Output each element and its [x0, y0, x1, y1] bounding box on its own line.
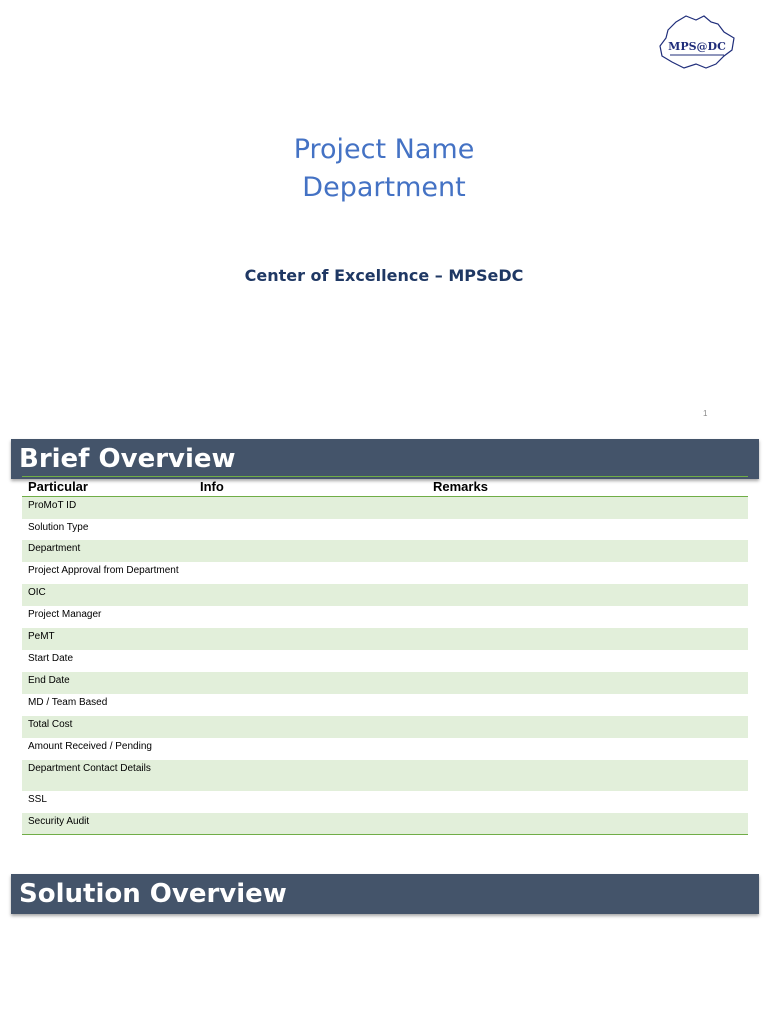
- department-title: Department: [302, 172, 466, 203]
- cell-particular: Project Manager: [28, 608, 102, 620]
- cell-info: [194, 813, 427, 835]
- cell-particular: Project Approval from Department: [28, 564, 179, 576]
- cell-remarks: [427, 540, 748, 562]
- cell-particular: Department: [22, 540, 194, 562]
- table-row: [22, 606, 748, 628]
- cell-particular: Start Date: [28, 652, 74, 664]
- table-row: [22, 813, 748, 835]
- cell-particular: Department Contact Details: [22, 760, 194, 791]
- brief-overview-table: [22, 476, 748, 835]
- cell-particular: ProMoT ID: [22, 497, 194, 519]
- cell-particular: MD / Team Based: [28, 696, 108, 708]
- column-header-particular: Particular: [22, 477, 194, 497]
- cell-particular: Solution Type: [28, 521, 89, 533]
- table-row: [22, 519, 748, 540]
- cell-info: [194, 497, 427, 519]
- table-row: [22, 562, 748, 584]
- cell-remarks: [427, 672, 748, 694]
- cell-info: [194, 672, 427, 694]
- cell-particular: Amount Received / Pending: [28, 740, 152, 752]
- slide-number: 1: [703, 409, 708, 418]
- cell-particular: SSL: [28, 793, 47, 805]
- cell-particular: Total Cost: [22, 716, 194, 738]
- column-header-info: Info: [194, 477, 427, 497]
- cell-info: [194, 716, 427, 738]
- table-row: [22, 540, 748, 562]
- mpsedc-logo: [656, 12, 738, 74]
- cell-remarks: [427, 694, 748, 716]
- table-row: [22, 738, 748, 760]
- table-row: [22, 584, 748, 606]
- cell-info: [194, 562, 427, 584]
- cell-info: [194, 584, 427, 606]
- cell-remarks: [427, 650, 748, 672]
- cell-info: [194, 606, 427, 628]
- table-row: [22, 716, 748, 738]
- cell-remarks: [427, 628, 748, 650]
- table-row: [22, 760, 748, 791]
- cell-info: [194, 628, 427, 650]
- cell-remarks: [427, 584, 748, 606]
- cell-remarks: [427, 497, 748, 519]
- table-row: [22, 694, 748, 716]
- cell-remarks: [427, 519, 748, 540]
- svg-text:MPS@DC: MPS@DC: [668, 40, 726, 53]
- cell-info: [194, 791, 427, 813]
- cell-info: [194, 540, 427, 562]
- cell-remarks: [427, 738, 748, 760]
- cell-info: [194, 760, 427, 791]
- brief-overview-heading: Brief Overview: [11, 439, 759, 479]
- cell-info: [194, 738, 427, 760]
- table-row: [22, 791, 748, 813]
- subtitle: Center of Excellence – MPSeDC: [244, 266, 524, 285]
- cell-remarks: [427, 606, 748, 628]
- cell-remarks: [427, 760, 748, 791]
- cell-remarks: [427, 791, 748, 813]
- cell-info: [194, 650, 427, 672]
- solution-overview-heading: Solution Overview: [11, 874, 759, 914]
- cell-particular: OIC: [22, 584, 194, 606]
- table-row: [22, 650, 748, 672]
- table-row: [22, 628, 748, 650]
- cell-remarks: [427, 562, 748, 584]
- cell-particular: Security Audit: [22, 813, 194, 835]
- cell-remarks: [427, 813, 748, 835]
- project-name-title: Project Name: [293, 134, 475, 165]
- cell-info: [194, 519, 427, 540]
- cell-remarks: [427, 716, 748, 738]
- title-slide: [0, 0, 768, 432]
- cell-particular: End Date: [22, 672, 194, 694]
- table-row: [22, 672, 748, 694]
- table-header-row: [22, 477, 748, 497]
- column-header-remarks: Remarks: [427, 477, 748, 497]
- table-row: [22, 497, 748, 519]
- cell-info: [194, 694, 427, 716]
- cell-particular: PeMT: [22, 628, 194, 650]
